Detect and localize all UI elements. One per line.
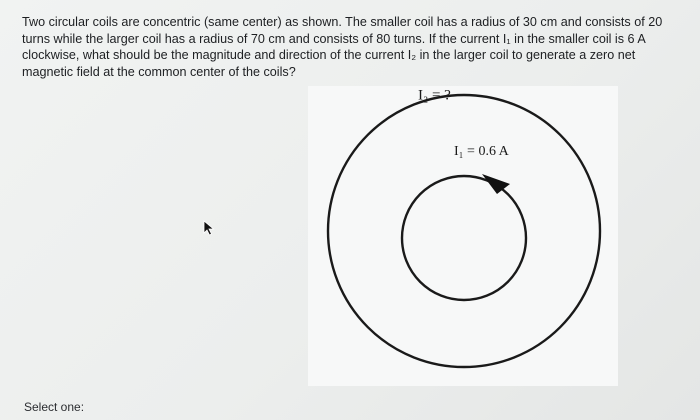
select-one-label: Select one: [24,400,85,414]
outer-coil [328,95,600,367]
question-text: Two circular coils are concentric (same center) as shown. The smaller coil has a radius of 30 cm and consists of 20 turns while the larger coil has a radius of 70 cm and consists of 80 turns. If the current I₁ in the smaller coil is 6 A clockwise, what should be the magnitude and direction of the current I₂ in the larger coil to generate a zero net magnetic field at the common center of the coils? [22,15,663,79]
coil-figure [308,86,618,386]
mouse-pointer-icon [203,220,217,236]
inner-current-label: I₁ = 0.6 A [454,143,509,159]
outer-current-label: I₂ = ? [418,87,451,104]
inner-coil [402,176,526,300]
